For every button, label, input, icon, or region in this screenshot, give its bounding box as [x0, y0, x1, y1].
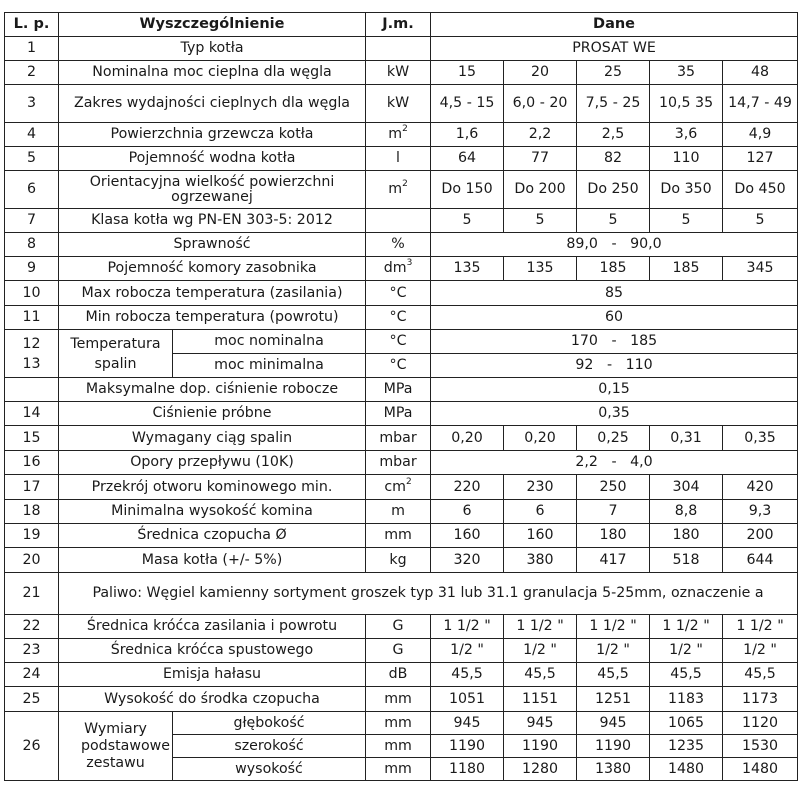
- unit-cell: mbar: [366, 426, 431, 451]
- data-cell: 1 1/2 ": [723, 615, 798, 639]
- table-row: [5, 123, 798, 147]
- data-cell: 420: [723, 475, 798, 500]
- data-cell: 10,5 35: [650, 85, 723, 123]
- header-row: [5, 13, 798, 37]
- data-cell: 1480: [723, 758, 798, 781]
- data-cell: 48: [723, 61, 798, 85]
- data-cell: 0,20: [504, 426, 577, 451]
- data-cell: 35: [650, 61, 723, 85]
- table-row: [5, 171, 798, 209]
- unit-cell: mm: [366, 735, 431, 758]
- data-cell: 1251: [577, 687, 650, 712]
- data-cell: Do 200: [504, 171, 577, 209]
- data-cell: 45,5: [504, 663, 577, 687]
- unit-cell: °C: [366, 354, 431, 378]
- data-cell: 1190: [577, 735, 650, 758]
- unit-cell: MPa: [366, 378, 431, 402]
- unit-superscript: 3: [406, 258, 413, 269]
- row-description: Minimalna wysokość komina: [59, 500, 366, 524]
- table-row: [5, 257, 798, 281]
- unit-cell: %: [366, 233, 431, 257]
- data-cell: 160: [431, 524, 504, 548]
- data-cell: 1 1/2 ": [650, 615, 723, 639]
- row-description: Ciśnienie próbne: [59, 402, 366, 426]
- row-number: 16: [5, 451, 59, 475]
- data-cell: 185: [650, 257, 723, 281]
- sub-label: moc nominalna: [173, 330, 366, 354]
- row-description: Opory przepływu (10K): [59, 451, 366, 475]
- table-row-fuel: [5, 573, 798, 615]
- table-row: [5, 524, 798, 548]
- data-cell: 1065: [650, 712, 723, 735]
- header-unit: J.m.: [366, 13, 431, 37]
- data-cell: 8,8: [650, 500, 723, 524]
- header-lp: L. p.: [5, 13, 59, 37]
- unit-cell: mm: [366, 524, 431, 548]
- unit-cell: G: [366, 615, 431, 639]
- unit-cell: $cm^2$: [366, 475, 431, 500]
- data-cell: 45,5: [577, 663, 650, 687]
- row-description: Emisja hałasu: [59, 663, 366, 687]
- table-row: [5, 712, 798, 735]
- data-span-cell: 2,2 - 4,0: [431, 451, 798, 475]
- data-span-cell: 170 - 185: [431, 330, 798, 354]
- unit-cell: °C: [366, 330, 431, 354]
- data-cell: 1 1/2 ": [431, 615, 504, 639]
- data-span-cell: 89,0 - 90,0: [431, 233, 798, 257]
- data-cell: 6: [431, 500, 504, 524]
- data-cell: 1120: [723, 712, 798, 735]
- data-cell: 5: [431, 209, 504, 233]
- data-span-cell: 60: [431, 306, 798, 330]
- boiler-spec-table: [4, 12, 798, 781]
- data-cell: 1/2 ": [431, 639, 504, 663]
- data-cell: 1183: [650, 687, 723, 712]
- data-cell: 945: [577, 712, 650, 735]
- row-number: 1: [5, 37, 59, 61]
- data-cell: 3,6: [650, 123, 723, 147]
- header-data: Dane: [431, 13, 798, 37]
- data-cell: 644: [723, 548, 798, 573]
- data-cell: 1380: [577, 758, 650, 781]
- table-row: [5, 663, 798, 687]
- sub-label: wysokość: [173, 758, 366, 781]
- table-row: [5, 147, 798, 171]
- data-cell: 518: [650, 548, 723, 573]
- row-description: Pojemność komory zasobnika: [59, 257, 366, 281]
- table-row: [5, 61, 798, 85]
- header-description: Wyszczególnienie: [59, 13, 366, 37]
- unit-cell: MPa: [366, 402, 431, 426]
- data-cell: 945: [504, 712, 577, 735]
- data-cell: 220: [431, 475, 504, 500]
- data-cell: 1/2 ": [577, 639, 650, 663]
- row-number: 24: [5, 663, 59, 687]
- row-number: 9: [5, 257, 59, 281]
- data-cell: 1051: [431, 687, 504, 712]
- unit-cell: °C: [366, 281, 431, 306]
- data-span-cell: 0,15: [431, 378, 798, 402]
- data-cell: 45,5: [650, 663, 723, 687]
- table-row: [5, 281, 798, 306]
- row-description: Zakres wydajności cieplnych dla węgla: [59, 85, 366, 123]
- row-description: Przekrój otworu kominowego min.: [59, 475, 366, 500]
- data-span-cell: 0,35: [431, 402, 798, 426]
- data-cell: Do 150: [431, 171, 504, 209]
- data-cell: 0,31: [650, 426, 723, 451]
- unit-cell: $dm^3$: [366, 257, 431, 281]
- unit-cell: [366, 37, 431, 61]
- table-row: [5, 233, 798, 257]
- row-description: Wymagany ciąg spalin: [59, 426, 366, 451]
- row-number-12: 12: [22, 335, 41, 352]
- data-cell: 0,35: [723, 426, 798, 451]
- data-cell: 1235: [650, 735, 723, 758]
- row-number: 25: [5, 687, 59, 712]
- data-cell: 1530: [723, 735, 798, 758]
- row-description: Typ kotła: [59, 37, 366, 61]
- data-cell: 320: [431, 548, 504, 573]
- data-cell: 1/2 ": [650, 639, 723, 663]
- data-cell: 1280: [504, 758, 577, 781]
- table-row: [5, 37, 798, 61]
- data-cell: 1190: [504, 735, 577, 758]
- data-cell: Do 250: [577, 171, 650, 209]
- data-cell: 5: [650, 209, 723, 233]
- data-cell: 82: [577, 147, 650, 171]
- table-row: [5, 378, 798, 402]
- table-row: [5, 209, 798, 233]
- data-cell: 4,9: [723, 123, 798, 147]
- data-cell: 25: [577, 61, 650, 85]
- row-description: Masa kotła (+/- 5%): [59, 548, 366, 573]
- row-number: 19: [5, 524, 59, 548]
- data-cell: 230: [504, 475, 577, 500]
- data-cell: 110: [650, 147, 723, 171]
- row-number: 26: [5, 712, 59, 781]
- data-cell: 77: [504, 147, 577, 171]
- data-cell: 5: [577, 209, 650, 233]
- data-cell: 200: [723, 524, 798, 548]
- data-cell: 1,6: [431, 123, 504, 147]
- table-row: [5, 500, 798, 524]
- row-number: 17: [5, 475, 59, 500]
- table-row: [5, 426, 798, 451]
- unit-cell: °C: [366, 306, 431, 330]
- data-cell: 135: [431, 257, 504, 281]
- data-cell: 135: [504, 257, 577, 281]
- row-description: Maksymalne dop. ciśnienie robocze: [59, 378, 366, 402]
- table-row: [5, 687, 798, 712]
- row-description: Min robocza temperatura (powrotu): [59, 306, 366, 330]
- row-number: 14: [5, 402, 59, 426]
- row-number: 3: [5, 85, 59, 123]
- group-label: Temperatura spalin: [59, 330, 173, 378]
- data-cell: 1173: [723, 687, 798, 712]
- data-cell: 1 1/2 ": [577, 615, 650, 639]
- table-row: [5, 475, 798, 500]
- row-number: 6: [5, 171, 59, 209]
- data-cell: 304: [650, 475, 723, 500]
- row-number: 15: [5, 426, 59, 451]
- row-number: 18: [5, 500, 59, 524]
- data-cell: 15: [431, 61, 504, 85]
- data-cell: 127: [723, 147, 798, 171]
- unit-cell: mm: [366, 758, 431, 781]
- data-cell: Do 350: [650, 171, 723, 209]
- data-cell: 1480: [650, 758, 723, 781]
- row-description: Średnica czopucha Ø: [59, 524, 366, 548]
- sub-label: głębokość: [173, 712, 366, 735]
- table-row: [5, 548, 798, 573]
- row-number: 8: [5, 233, 59, 257]
- unit-cell: mbar: [366, 451, 431, 475]
- data-cell: 14,7 - 49: [723, 85, 798, 123]
- unit-cell: dB: [366, 663, 431, 687]
- data-cell: 345: [723, 257, 798, 281]
- data-cell: 7: [577, 500, 650, 524]
- data-cell: 2,5: [577, 123, 650, 147]
- row-number: 22: [5, 615, 59, 639]
- data-cell: 0,20: [431, 426, 504, 451]
- data-cell: 250: [577, 475, 650, 500]
- data-cell: 180: [577, 524, 650, 548]
- unit-cell: kW: [366, 61, 431, 85]
- row-number: 10: [5, 281, 59, 306]
- row-number: 2: [5, 61, 59, 85]
- data-cell: 185: [577, 257, 650, 281]
- sub-label: moc minimalna: [173, 354, 366, 378]
- row-description: Sprawność: [59, 233, 366, 257]
- data-cell: 1180: [431, 758, 504, 781]
- data-cell: 1/2 ": [504, 639, 577, 663]
- data-cell: 380: [504, 548, 577, 573]
- data-cell: 160: [504, 524, 577, 548]
- row-number: 11: [5, 306, 59, 330]
- data-cell: 1190: [431, 735, 504, 758]
- data-cell: Do 450: [723, 171, 798, 209]
- fuel-description: Paliwo: Węgiel kamienny sortyment groszek typ 31 lub 31.1 granulacja 5-25mm, oznaczenie a: [59, 573, 798, 615]
- unit-cell: mm: [366, 687, 431, 712]
- row-description: Pojemność wodna kotła: [59, 147, 366, 171]
- table-row: [5, 330, 798, 354]
- data-cell: 20: [504, 61, 577, 85]
- data-cell: 0,25: [577, 426, 650, 451]
- row-number: 21: [5, 573, 59, 615]
- unit-superscript: 2: [405, 476, 412, 487]
- row-number: 4: [5, 123, 59, 147]
- data-span-cell: 92 - 110: [431, 354, 798, 378]
- unit-cell: kg: [366, 548, 431, 573]
- unit-superscript: 2: [402, 179, 408, 190]
- row-description: Średnica króćca spustowego: [59, 639, 366, 663]
- data-cell: 45,5: [723, 663, 798, 687]
- data-cell: 2,2: [504, 123, 577, 147]
- unit-cell: $m^2$: [366, 123, 431, 147]
- table-row: [5, 306, 798, 330]
- table-row: [5, 402, 798, 426]
- unit-cell: l: [366, 147, 431, 171]
- data-cell: 9,3: [723, 500, 798, 524]
- data-cell: 7,5 - 25: [577, 85, 650, 123]
- data-cell: 1 1/2 ": [504, 615, 577, 639]
- row-description: Orientacyjna wielkość powierzchni ogrzewanej: [59, 171, 366, 209]
- data-cell: 5: [723, 209, 798, 233]
- data-span-cell: PROSAT WE: [431, 37, 798, 61]
- row-description: Wysokość do środka czopucha: [59, 687, 366, 712]
- row-number: 7: [5, 209, 59, 233]
- table-row: [5, 451, 798, 475]
- sub-label: szerokość: [173, 735, 366, 758]
- row-number-13: 13: [22, 355, 41, 372]
- data-cell: 6: [504, 500, 577, 524]
- row-number: 23: [5, 639, 59, 663]
- unit-cell: G: [366, 639, 431, 663]
- unit-superscript: 2: [402, 124, 408, 135]
- row-description: Max robocza temperatura (zasilania): [59, 281, 366, 306]
- row-description: Powierzchnia grzewcza kotła: [59, 123, 366, 147]
- unit-cell: mm: [366, 712, 431, 735]
- row-number: [5, 378, 59, 402]
- data-cell: 4,5 - 15: [431, 85, 504, 123]
- row-number: [5, 330, 59, 378]
- row-number: 5: [5, 147, 59, 171]
- data-cell: 180: [650, 524, 723, 548]
- unit-cell: [366, 209, 431, 233]
- unit-cell: $m^2$: [366, 171, 431, 209]
- data-cell: 417: [577, 548, 650, 573]
- table-row: [5, 615, 798, 639]
- data-span-cell: 85: [431, 281, 798, 306]
- data-cell: 64: [431, 147, 504, 171]
- row-description: Klasa kotła wg PN-EN 303-5: 2012: [59, 209, 366, 233]
- data-cell: 45,5: [431, 663, 504, 687]
- data-cell: 1/2 ": [723, 639, 798, 663]
- data-cell: 6,0 - 20: [504, 85, 577, 123]
- table-row: [5, 639, 798, 663]
- data-cell: 945: [431, 712, 504, 735]
- row-description: Średnica króćca zasilania i powrotu: [59, 615, 366, 639]
- table-row: [5, 85, 798, 123]
- row-description: Nominalna moc cieplna dla węgla: [59, 61, 366, 85]
- row-number: 20: [5, 548, 59, 573]
- data-cell: 5: [504, 209, 577, 233]
- group-label: Wymiary podstawowe zestawu: [59, 712, 173, 781]
- data-cell: 1151: [504, 687, 577, 712]
- unit-cell: m: [366, 500, 431, 524]
- unit-cell: kW: [366, 85, 431, 123]
